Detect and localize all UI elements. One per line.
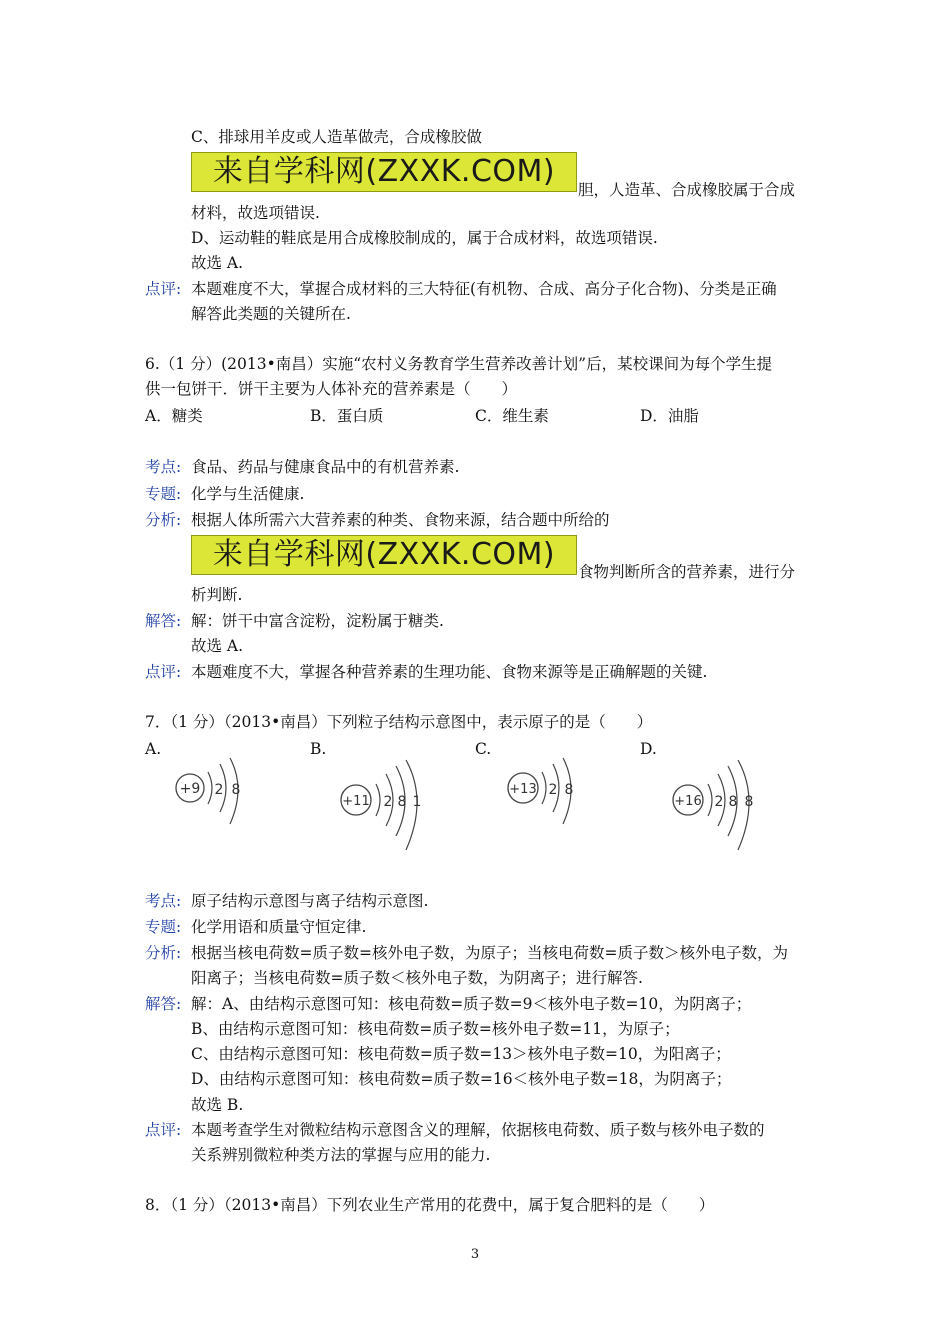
q7-fenxi-line1: 根据当核电荷数=质子数=核外电子数，为原子；当核电荷数=质子数＞核外电子数，为: [191, 944, 788, 962]
q7-option-c-letter: C.: [475, 740, 492, 758]
q6-jieda-line2: 故选 A.: [191, 637, 244, 655]
q6-option-d: D．油脂: [640, 407, 699, 425]
q7-kaodian: 原子结构示意图与离子结构示意图.: [191, 892, 429, 910]
q6-zhuanti-label: 专题:: [145, 485, 182, 503]
q7-dianping-label: 点评:: [145, 1121, 182, 1139]
q7-atom-diagram-c: [505, 760, 585, 830]
q8-stem: 8．（1 分）（2013•南昌）下列农业生产常用的花费中，属于复合肥料的是（ ）: [145, 1196, 715, 1214]
q7-zhuanti-label: 专题:: [145, 918, 182, 936]
q7-c-shell-2: 8: [564, 782, 574, 798]
q6-kaodian-label: 考点:: [145, 458, 182, 476]
q7-c-nucleus: +13: [509, 782, 537, 797]
q7-b-shell-3: 1: [412, 794, 422, 810]
q7-jieda-line5: 故选 B.: [191, 1096, 244, 1114]
q7-jieda-line1: 解：A、由结构示意图可知：核电荷数=质子数=9＜核外电子数=10，为阴离子；: [191, 995, 752, 1013]
q7-a-shell-2: 8: [231, 782, 241, 798]
q7-stem: 7．（1 分）（2013•南昌）下列粒子结构示意图中，表示原子的是（ ）: [145, 713, 653, 731]
q7-atom-diagram-d: [670, 770, 760, 854]
q7-d-shell-2: 8: [728, 794, 738, 810]
q7-jieda-label: 解答:: [145, 995, 182, 1013]
q7-zhuanti: 化学用语和质量守恒定律.: [191, 918, 367, 936]
q7-a-shell-1: 2: [214, 782, 224, 798]
q7-c-shell-1: 2: [548, 782, 558, 798]
q7-jieda-line3: C、由结构示意图可知：核电荷数=质子数=13＞核外电子数=10，为阳离子；: [191, 1045, 731, 1063]
q7-atom-diagram-a: [172, 760, 252, 830]
q7-option-d-letter: D.: [640, 740, 657, 758]
q7-option-a-letter: A.: [145, 740, 162, 758]
q7-atom-diagram-b: [338, 770, 428, 854]
q7-jieda-line2: B、由结构示意图可知：核电荷数=质子数=核外电子数=11，为原子；: [191, 1020, 680, 1038]
q5-choose: 故选 A.: [191, 254, 244, 272]
q6-jieda-label: 解答:: [145, 612, 182, 630]
q6-fenxi-label: 分析:: [145, 511, 182, 529]
q6-option-b: B．蛋白质: [310, 407, 384, 425]
q6-dianping-label: 点评:: [145, 663, 182, 681]
q5-option-c-line2: 材料，故选项错误.: [191, 204, 320, 222]
q5-comment-line1: 本题难度不大，掌握合成材料的三大特征(有机物、合成、高分子化合物)、分类是正确: [191, 280, 777, 298]
q7-b-shell-2: 8: [397, 794, 407, 810]
q6-zhuanti: 化学与生活健康.: [191, 485, 305, 503]
q6-option-a: A．糖类: [145, 407, 203, 425]
q7-dianping-line2: 关系辨别微粒种类方法的掌握与应用的能力.: [191, 1146, 491, 1164]
q6-option-c: C．维生素: [475, 407, 549, 425]
watermark-banner: 来自学科网(ZXXK.COM): [191, 152, 577, 192]
q6-dianping: 本题难度不大，掌握各种营养素的生理功能、食物来源等是正确解题的关键.: [191, 663, 708, 681]
q6-fenxi-line1: 根据人体所需六大营养素的种类、食物来源，结合题中所给的: [191, 511, 610, 529]
q7-d-shell-3: 8: [744, 794, 754, 810]
q6-kaodian: 食品、药品与健康食品中的有机营养素.: [191, 458, 460, 476]
q6-jieda-line1: 解：饼干中富含淀粉，淀粉属于糖类.: [191, 612, 444, 630]
q7-kaodian-label: 考点:: [145, 892, 182, 910]
q5-option-c-line1: C、排球用羊皮或人造革做壳，合成橡胶做: [191, 128, 482, 146]
q6-stem-line2: 供一包饼干．饼干主要为人体补充的营养素是（ ）: [145, 380, 518, 398]
page-number: 3: [470, 1247, 480, 1262]
q6-fenxi-line2: 析判断.: [191, 586, 243, 604]
q5-comment-label: 点评:: [145, 280, 182, 298]
q7-a-nucleus: +9: [179, 781, 201, 797]
q7-d-nucleus: +16: [674, 794, 702, 809]
q7-b-nucleus: +11: [342, 794, 370, 809]
q5-comment-line2: 解答此类题的关键所在.: [191, 305, 351, 323]
q7-option-b-letter: B.: [310, 740, 327, 758]
q5-option-d: D、运动鞋的鞋底是用合成橡胶制成的，属于合成材料，故选项错误.: [191, 229, 658, 247]
watermark-banner-2: 来自学科网(ZXXK.COM): [191, 535, 577, 575]
q6-stem-line1: 6.（1 分）(2013•南昌）实施“农村义务教育学生营养改善计划”后，某校课间为每个学生提: [145, 355, 773, 373]
q7-fenxi-label: 分析:: [145, 944, 182, 962]
q5-option-c-after-banner: 胆，人造革、合成橡胶属于合成: [578, 181, 796, 199]
q7-jieda-line4: D、由结构示意图可知：核电荷数=质子数=16＜核外电子数=18，为阴离子；: [191, 1070, 732, 1088]
q7-b-shell-1: 2: [383, 794, 393, 810]
q6-fenxi-after-banner: 食物判断所含的营养素，进行分: [578, 563, 796, 581]
q7-dianping-line1: 本题考查学生对微粒结构示意图含义的理解，依据核电荷数、质子数与核外电子数的: [191, 1121, 765, 1139]
q7-fenxi-line2: 阳离子；当核电荷数=质子数＜核外电子数，为阴离子；进行解答.: [191, 969, 643, 987]
q7-d-shell-1: 2: [714, 794, 724, 810]
